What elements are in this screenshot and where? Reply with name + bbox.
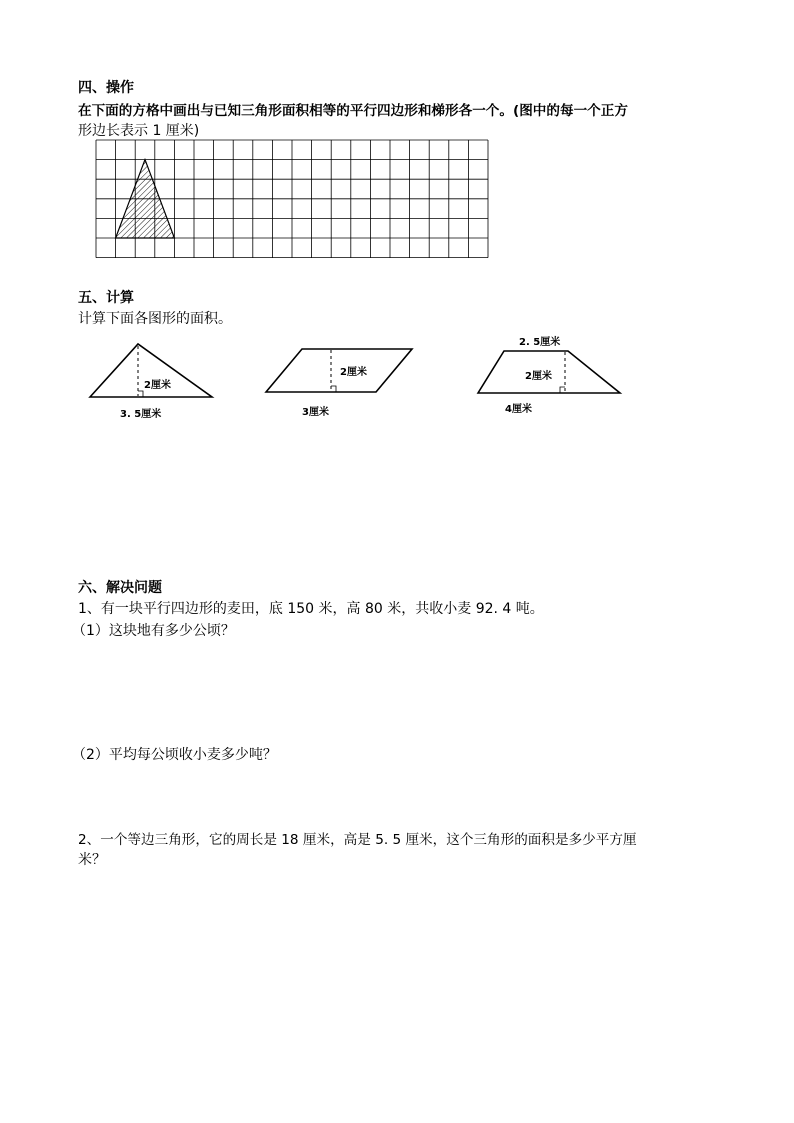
question-1-part-1: （1）这块地有多少公顷？ [72, 623, 235, 639]
parallelogram-base-label: 3厘米 [302, 407, 329, 418]
parallelogram-height-label: 2厘米 [340, 367, 367, 378]
question-2-line1: 2、一个等边三角形，它的周长是 18 厘米，高是 5. 5 厘米，这个三角形的面积是多少平方厘 [78, 832, 637, 848]
section4-title: 四、操作 [78, 80, 134, 96]
trapezoid-height-label: 2厘米 [525, 371, 552, 382]
section4-instruction-line2: 形边长表示 1 厘米) [78, 123, 200, 139]
trapezoid-figure [476, 346, 636, 406]
section6-title: 六、解决问题 [78, 580, 162, 596]
square-grid[interactable] [95, 139, 495, 269]
question-1-part-2: （2）平均每公顷收小麦多少吨？ [72, 747, 277, 763]
triangle-height-label: 2厘米 [144, 380, 171, 391]
triangle-figure [88, 340, 228, 410]
question-2-line2: 米？ [78, 852, 106, 868]
section5-title: 五、计算 [78, 290, 134, 306]
question-1: 1、有一块平行四边形的麦田，底 150 米，高 80 米，共收小麦 92. 4 吨。 [78, 601, 544, 617]
trapezoid-top-label: 2. 5厘米 [519, 337, 561, 348]
section4-instruction-line1: 在下面的方格中画出与已知三角形面积相等的平行四边形和梯形各一个。(图中的每一个正方 [78, 103, 628, 119]
section5-instruction: 计算下面各图形的面积。 [78, 311, 232, 327]
trapezoid-bottom-label: 4厘米 [505, 404, 532, 415]
triangle-base-label: 3. 5厘米 [120, 409, 162, 420]
